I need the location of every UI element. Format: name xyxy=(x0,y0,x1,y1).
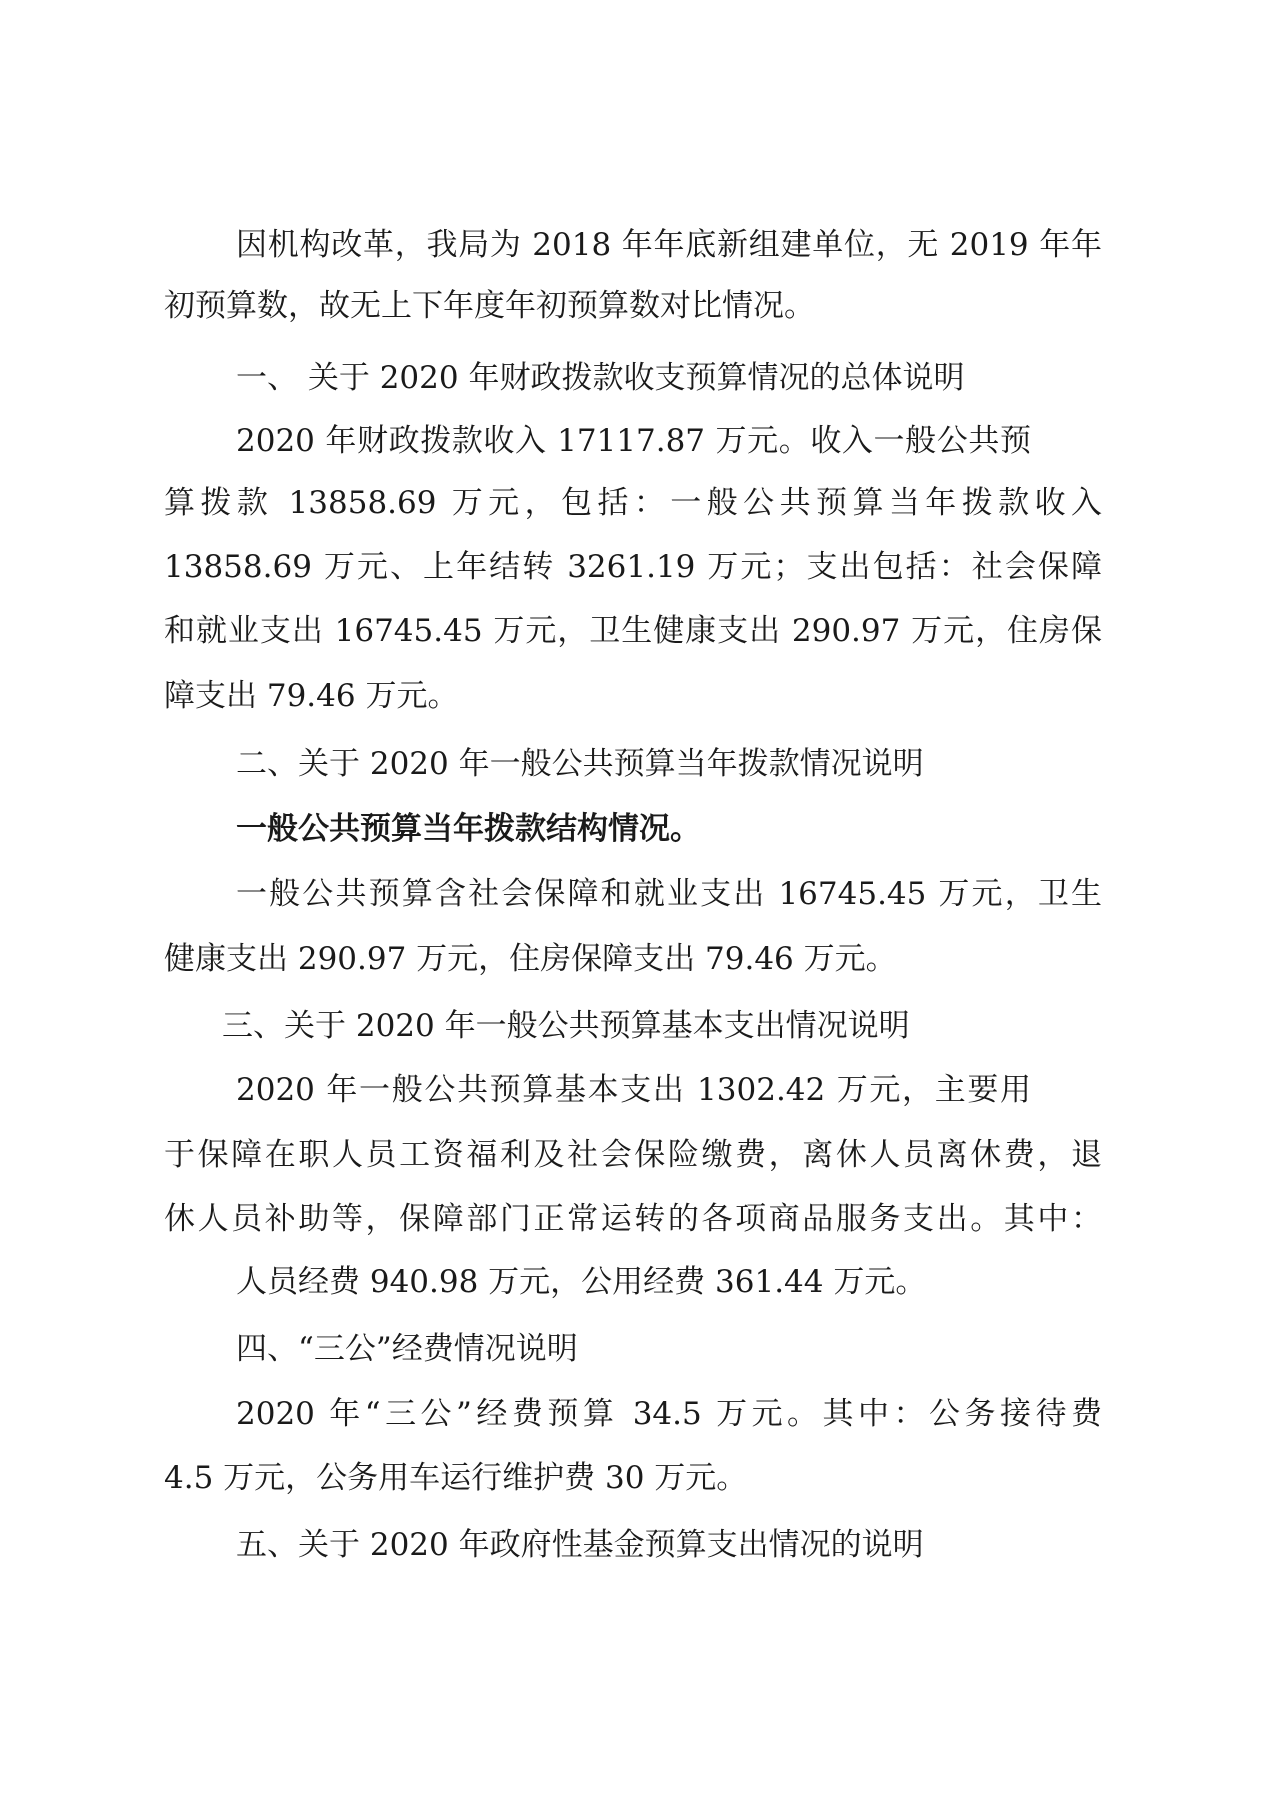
paragraph-line: 初预算数，故无上下年度年初预算数对比情况。 xyxy=(164,288,815,324)
paragraph-line: 一般公共预算含社会保障和就业支出 16745.45 万元，卫生 xyxy=(236,876,1102,912)
section-heading: 五、关于 2020 年政府性基金预算支出情况的说明 xyxy=(236,1527,924,1563)
paragraph-line: 因机构改革，我局为 2018 年年底新组建单位，无 2019 年年 xyxy=(236,227,1102,263)
paragraph-line: 障支出 79.46 万元。 xyxy=(164,678,459,714)
section-heading: 三、关于 2020 年一般公共预算基本支出情况说明 xyxy=(222,1008,910,1044)
paragraph-line: 健康支出 290.97 万元，住房保障支出 79.46 万元。 xyxy=(164,941,897,977)
paragraph-line: 休人员补助等，保障部门正常运转的各项商品服务支出。其中： xyxy=(164,1201,1102,1237)
paragraph-line: 4.5 万元，公务用车运行维护费 30 万元。 xyxy=(164,1460,748,1496)
subsection-heading: 一般公共预算当年拨款结构情况。 xyxy=(236,811,701,847)
paragraph-line: 和就业支出 16745.45 万元，卫生健康支出 290.97 万元，住房保 xyxy=(164,613,1102,649)
section-heading: 一、 关于 2020 年财政拨款收支预算情况的总体说明 xyxy=(236,360,965,396)
paragraph-line: 13858.69 万元、上年结转 3261.19 万元；支出包括：社会保障 xyxy=(164,549,1102,585)
section-heading: 二、关于 2020 年一般公共预算当年拨款情况说明 xyxy=(236,746,924,782)
paragraph-line: 人员经费 940.98 万元，公用经费 361.44 万元。 xyxy=(236,1264,927,1300)
paragraph-line: 算拨款 13858.69 万元，包括：一般公共预算当年拨款收入 xyxy=(164,485,1102,521)
paragraph-line: 2020 年“三公”经费预算 34.5 万元。其中：公务接待费 xyxy=(236,1396,1102,1432)
paragraph-line: 于保障在职人员工资福利及社会保险缴费，离休人员离休费，退 xyxy=(164,1137,1102,1173)
paragraph-line: 2020 年财政拨款收入 17117.87 万元。收入一般公共预 xyxy=(236,423,1031,459)
paragraph-line: 2020 年一般公共预算基本支出 1302.42 万元，主要用 xyxy=(236,1072,1031,1108)
section-heading: 四、“三公”经费情况说明 xyxy=(236,1331,578,1367)
